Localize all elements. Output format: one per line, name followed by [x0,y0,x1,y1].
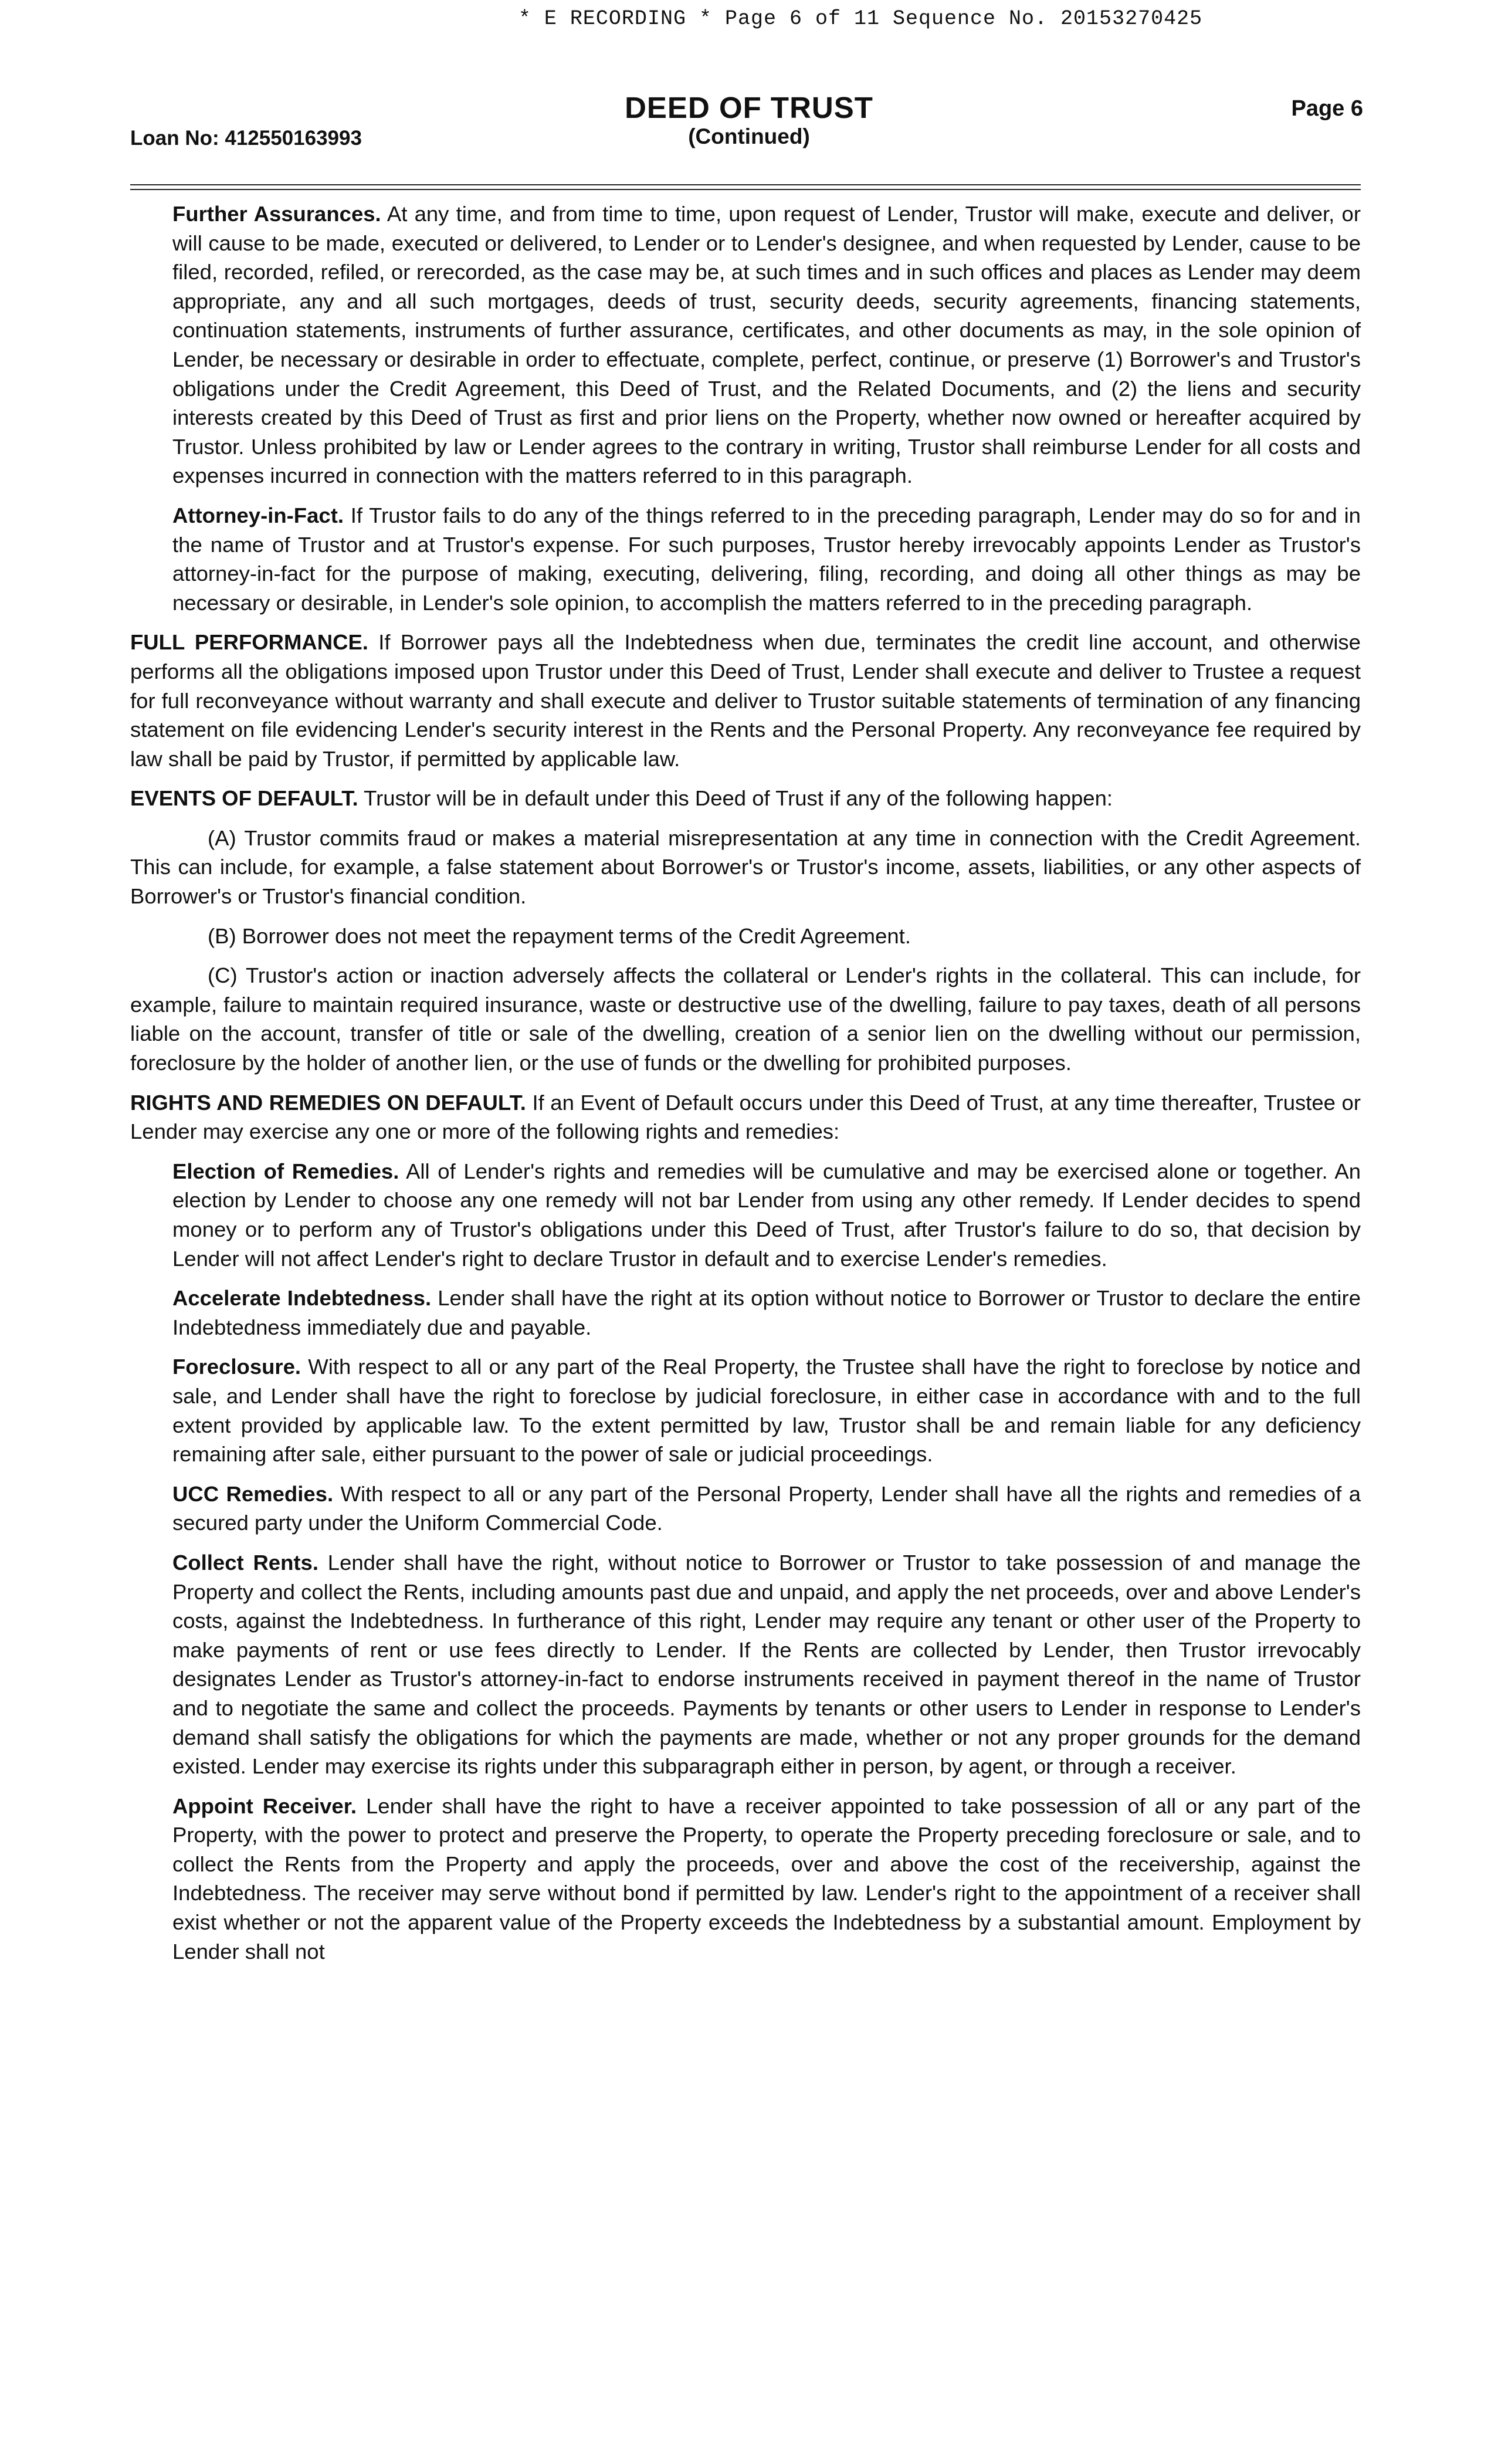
text-election-of-remedies: All of Lender's rights and remedies will be cumulative and may be exercised alone or together. An election by Lender to choose any one remedy will not bar Lender from using any other remedy. If Lender decides to spend money or to perform any of Trustor's obligations under this Deed of Trust, after Trustor's failure to do so, that decision by Lender will not affect Lender's right to declare Trustor in default and to exercise Lender's remedies. [172,1159,1361,1271]
heading-ucc-remedies: UCC Remedies. [172,1481,334,1506]
recording-stamp: * E RECORDING * Page 6 of 11 Sequence No. 20153270425 [518,7,1203,31]
heading-full-performance: FULL PERFORMANCE. [130,630,368,655]
page-header [0,88,1498,158]
heading-accelerate-indebtedness: Accelerate Indebtedness. [172,1286,432,1311]
heading-attorney-in-fact: Attorney-in-Fact. [172,503,344,527]
paragraph-appoint-receiver [130,1792,1361,1967]
paragraph-further-assurances [130,199,1361,490]
paragraph-ucc-remedies [130,1480,1361,1538]
header-divider-top [130,184,1361,185]
text-ucc-remedies: With respect to all or any part of the Personal Property, Lender shall have all the rights and remedies of a secured party under the Uniform Commercial Code. [172,1481,1361,1535]
heading-collect-rents: Collect Rents. [172,1550,318,1575]
document-body [130,199,1361,1976]
heading-events-of-default: EVENTS OF DEFAULT. [130,786,358,811]
text-foreclosure: With respect to all or any part of the Real Property, the Trustee shall have the right to foreclose by notice and sale, and Lender shall have the right to foreclose by judicial foreclosure, in either case in accordance with and to the full extent provided by applicable law. To the extent permitted by law, Trustor shall be and remain liable for any deficiency remaining after sale, either pursuant to the power of sale or judicial proceedings. [172,1355,1361,1467]
document-title: DEED OF TRUST [625,91,873,124]
text-events-of-default: Trustor will be in default under this Deed of Trust if any of the following happen: [364,786,1113,811]
default-item-a: (A) Trustor commits fraud or makes a material misrepresentation at any time in connection with the Credit Agreement. This can include, for example, a false statement about Borrower's or Trustor's income, assets, liabilities, or any other aspects of Borrower's or Trustor's financial condition. [130,825,1361,909]
text-appoint-receiver: Lender shall have the right to have a receiver appointed to take possession of all or any part of the Property, with the power to protect and preserve the Property, to operate the Property preceding foreclosure or sale, and to collect the Rents from the Property and apply the proceeds, over and above the cost of the receivership, against the Indebtedness. The receiver may serve without bond if permitted by law. Lender's right to the appointment of a receiver shall exist whether or not the apparent value of the Property exceeds the Indebtedness by a substantial amount. Employment by Lender shall not [172,1793,1361,1964]
heading-election-of-remedies: Election of Remedies. [172,1159,399,1183]
text-accelerate-indebtedness: Lender shall have the right at its option without notice to Borrower or Trustor to declare the entire Indebtedness immediately due and payable. [172,1286,1361,1339]
paragraph-collect-rents [130,1548,1361,1781]
text-further-assurances: At any time, and from time to time, upon request of Lender, Trustor will make, execute and deliver, or will cause to be made, executed or delivered, to Lender or to Lender's designee, and when requested by Lender, cause to be filed, recorded, refiled, or rerecorded, as the case may be, at such times and in such offices and places as Lender may deem appropriate, any and all such mortgages, deeds of trust, security deeds, security agreements, financing statements, continuation statements, instruments of further assurance, certificates, and other documents as may, in the sole opinion of Lender, be necessary or desirable in order to effectuate, complete, perfect, continue, or preserve (1) Borrower's and Trustor's obligations under the Credit Agreement, this Deed of Trust, and the Related Documents, and (2) the liens and security interests created by this Deed of Trust as first and prior liens on the Property, whether now owned or hereafter acquired by Trustor. Unless prohibited by law or Lender agrees to the contrary in writing, Trustor shall reimburse Lender for all costs and expenses incurred in connection with the matters referred to in this paragraph. [172,202,1361,488]
paragraph-election-of-remedies [130,1157,1361,1273]
page-number: Page 6 [1291,96,1363,121]
loan-number: Loan No: 412550163993 [130,127,362,150]
text-full-performance: If Borrower pays all the Indebtedness when due, terminates the credit line account, and otherwise performs all the obligations imposed upon Trustor under this Deed of Trust, Lender shall execute and deliver to Trustee a request for full reconveyance without warranty and shall execute and deliver to Trustor suitable statements of termination of any financing statement on file evidencing Lender's security interest in the Rents and the Personal Property. Any reconveyance fee required by law shall be paid by Trustor, if permitted by applicable law. [130,630,1361,771]
header-divider-bottom [130,189,1361,190]
text-rights-and-remedies: If an Event of Default occurs under this Deed of Trust, at any time thereafter, Trustee or Lender may exercise any one or more of the following rights and remedies: [130,1090,1361,1144]
paragraph-attorney-in-fact [130,501,1361,617]
paragraph-accelerate-indebtedness [130,1284,1361,1342]
paragraph-rights-and-remedies [130,1088,1361,1146]
text-collect-rents: Lender shall have the right, without notice to Borrower or Trustor to take possession of and manage the Property and collect the Rents, including amounts past due and unpaid, and apply the net proceeds, over and above Lender's costs, against the Indebtedness. In furtherance of this right, Lender may require any tenant or other user of the Property to make payments of rent or use fees directly to Lender. If the Rents are collected by Lender, then Trustor irrevocably designates Lender as Trustor's attorney-in-fact to endorse instruments received in payment thereof in the name of Trustor and to negotiate the same and collect the proceeds. Payments by tenants or other users to Lender in response to Lender's demand shall satisfy the obligations for which the payments are made, whether or not any proper grounds for the demand existed. Lender may exercise its rights under this subparagraph either in person, by agent, or through a receiver. [172,1550,1361,1779]
default-item-b: (B) Borrower does not meet the repayment terms of the Credit Agreement. [208,923,911,948]
default-item-c: (C) Trustor's action or inaction adversely affects the collateral or Lender's rights in the collateral. This can include, for example, failure to maintain required insurance, waste or destructive use of the dwelling, failure to pay taxes, death of all persons liable on the account, transfer of title or sale of the dwelling, creation of a senior lien on the dwelling without our permission, foreclosure by the holder of another lien, or the use of funds or the dwelling for prohibited purposes. [130,963,1361,1075]
heading-rights-and-remedies: RIGHTS AND REMEDIES ON DEFAULT. [130,1090,526,1115]
heading-further-assurances: Further Assurances. [172,202,381,226]
paragraph-events-of-default [130,784,1361,813]
heading-foreclosure: Foreclosure. [172,1355,301,1379]
paragraph-full-performance [130,628,1361,773]
text-attorney-in-fact: If Trustor fails to do any of the things referred to in the preceding paragraph, Lender may do so for and in the name of Trustor and at Trustor's expense. For such purposes, Trustor hereby irrevocably appoints Lender as Trustor's attorney-in-fact for the purpose of making, executing, delivering, filing, recording, and doing all other things as may be necessary or desirable, in Lender's sole opinion, to accomplish the matters referred to in the preceding paragraph. [172,503,1361,615]
document-subtitle: (Continued) [688,124,810,148]
heading-appoint-receiver: Appoint Receiver. [172,1793,357,1818]
paragraph-foreclosure [130,1352,1361,1468]
